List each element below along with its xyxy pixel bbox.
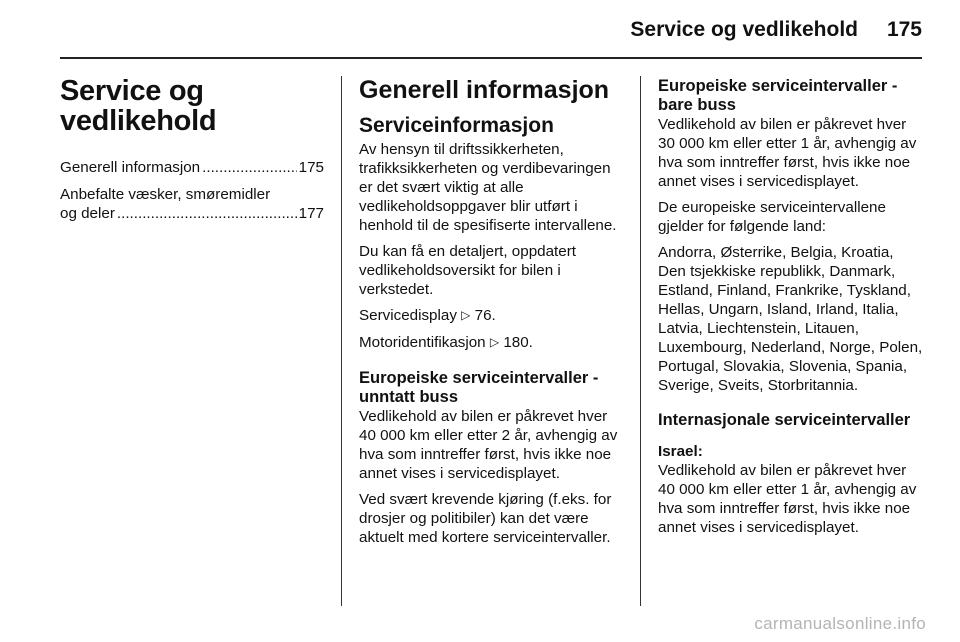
reference-label: Motoridentifikasjon bbox=[359, 334, 486, 351]
header-rule bbox=[60, 57, 922, 59]
reference-page: 76. bbox=[474, 307, 496, 324]
reference-engine-id[interactable] bbox=[359, 333, 623, 353]
toc-label-line1: Anbefalte væsker, smøremidler bbox=[60, 186, 271, 203]
column-divider-1 bbox=[341, 76, 342, 606]
toc-leader-dots bbox=[117, 204, 297, 223]
paragraph-countries-intro: De europeiske serviceintervallene gjelder for følgende land: bbox=[658, 199, 886, 235]
reference-servicedisplay[interactable] bbox=[359, 306, 623, 326]
heading-israel: Israel: bbox=[658, 443, 703, 460]
watermark: carmanualsonline.info bbox=[754, 614, 926, 633]
toc-label: Generell informasjon bbox=[60, 159, 201, 176]
paragraph-reliability: Av hensyn til driftssikkerheten, trafikksikkerheten og verdibevaringen er det svært viktig at alle vedlikeholdsoppgaver blir utført i henhold til de spesifiserte intervallene. bbox=[359, 141, 617, 234]
toc-page: 175 bbox=[298, 159, 324, 176]
toc-entry-general[interactable] bbox=[60, 158, 324, 177]
middle-column bbox=[359, 70, 623, 554]
paragraph-overview: Du kan få en detaljert, oppdatert vedlikeholdsoversikt for bilen i verkstedet. bbox=[359, 243, 576, 298]
running-header-title: Service og vedlikehold bbox=[630, 18, 858, 41]
chapter-title: Service og vedlikehold bbox=[60, 75, 217, 137]
left-column bbox=[60, 70, 324, 223]
heading-eu-intervals-bus: Europeiske serviceintervaller - bare buss bbox=[658, 77, 898, 114]
paragraph-israel-interval: Vedlikehold av bilen er påkrevet hver 40 000 km eller etter 1 år, avhengig av hva som inntreffer først, hvis ikke noe annet vises i servicedisplayet. bbox=[658, 462, 917, 536]
reference-page: 180. bbox=[503, 334, 533, 351]
section-heading: Generell informasjon bbox=[359, 76, 610, 104]
paragraph-bus-interval: Vedlikehold av bilen er påkrevet hver 30 000 km eller etter 1 år, avhengig av hva som inntreffer først, hvis ikke noe annet vises i servicedisplayet. bbox=[658, 116, 917, 190]
page-ref-arrow-icon: ▷ bbox=[489, 335, 500, 349]
toc-label-line2: og deler bbox=[60, 205, 115, 222]
reference-label: Servicedisplay bbox=[359, 307, 457, 324]
heading-eu-intervals-non-bus: Europeiske serviceintervaller - unntatt buss bbox=[359, 369, 599, 406]
heading-international-intervals: Internasjonale serviceintervaller bbox=[658, 411, 911, 429]
paragraph-demanding-driving: Ved svært krevende kjøring (f.eks. for drosjer og politibiler) kan det være aktuelt med kortere serviceintervaller. bbox=[359, 491, 612, 546]
toc-entry-fluids[interactable] bbox=[60, 185, 324, 223]
page-number: 175 bbox=[886, 18, 922, 41]
right-column bbox=[658, 77, 924, 544]
toc-leader-dots bbox=[202, 158, 297, 177]
paragraph-eu-interval: Vedlikehold av bilen er påkrevet hver 40 000 km eller etter 2 år, avhengig av hva som inntreffer først, hvis ikke noe annet vises i servicedisplayet. bbox=[359, 408, 618, 482]
toc-page: 177 bbox=[298, 205, 324, 222]
subsection-heading: Serviceinformasjon bbox=[359, 114, 554, 137]
paragraph-countries-list: Andorra, Østerrike, Belgia, Kroatia, Den tsjekkiske republikk, Danmark, Estland, Finland, Frankrike, Tyskland, Hellas, Ungarn, Island, Irland, Italia, Latvia, Liechtenstein, Litauen, Luxembourg, Nederland, Norge, Polen, Portugal, Slovakia, Slovenia, Spania, Sverige, Sveits, Storbritannia. bbox=[658, 244, 923, 394]
column-divider-2 bbox=[640, 76, 641, 606]
page-ref-arrow-icon: ▷ bbox=[461, 308, 471, 322]
